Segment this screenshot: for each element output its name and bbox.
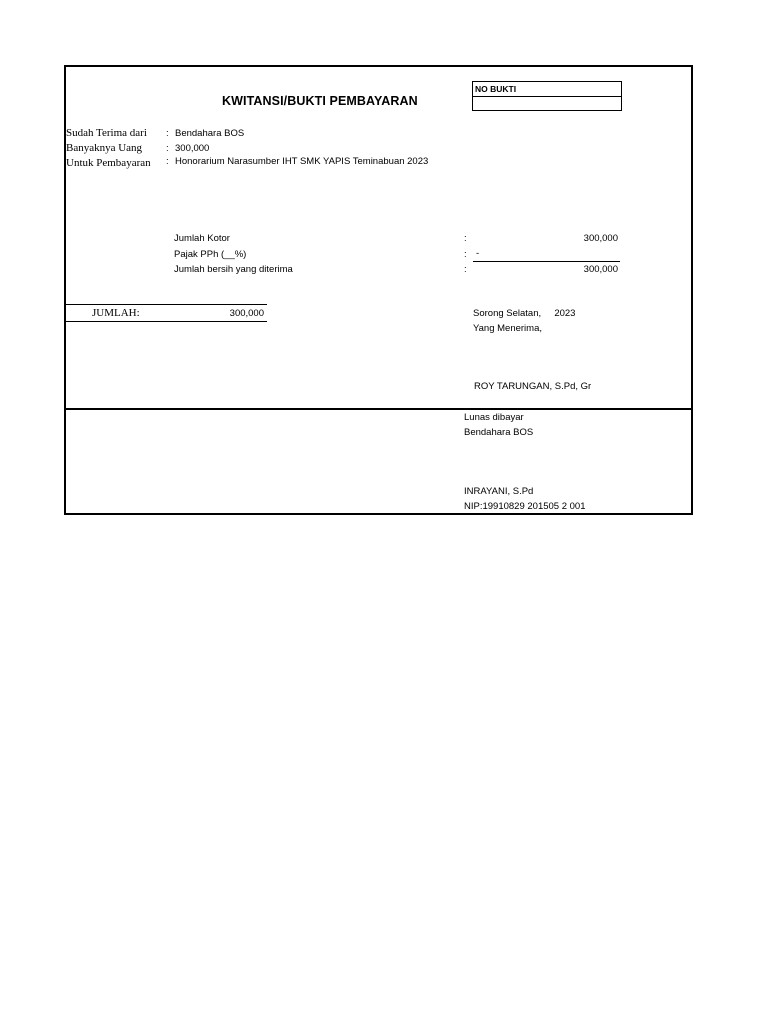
receiver-name: ROY TARUNGAN, S.Pd, Gr (474, 381, 592, 392)
jumlah-top-line (66, 304, 267, 305)
treasurer-nip: NIP:19910829 201505 2 001 (464, 501, 586, 512)
receipt-title: KWITANSI/BUKTI PEMBAYARAN (222, 94, 418, 108)
calc-colon: : (464, 233, 467, 244)
no-bukti-box (472, 81, 622, 111)
calc-underline (473, 261, 620, 262)
calc-colon: : (464, 249, 467, 260)
calc-label-net: Jumlah bersih yang diterima (174, 264, 293, 275)
field-value-amount: 300,000 (175, 143, 210, 154)
calc-value-tax: - (476, 248, 480, 259)
calc-label-tax: Pajak PPh (__%) (174, 249, 247, 260)
field-label-amount: Banyaknya Uang (66, 142, 143, 154)
no-bukti-value (473, 97, 621, 110)
field-label-payment-for: Untuk Pembayaran (66, 157, 151, 169)
field-colon: : (166, 156, 169, 167)
paid-label: Lunas dibayar (464, 412, 524, 423)
place-date: Sorong Selatan, 2023 (473, 308, 576, 319)
receiver-label: Yang Menerima, (473, 323, 542, 334)
treasurer-name: INRAYANI, S.Pd (464, 486, 534, 497)
field-colon: : (166, 143, 169, 154)
calc-colon: : (464, 264, 467, 275)
jumlah-value: 300,000 (229, 308, 264, 319)
field-colon: : (166, 128, 169, 139)
jumlah-bottom-line (66, 321, 267, 322)
calc-label-gross: Jumlah Kotor (174, 233, 230, 244)
jumlah-label: JUMLAH: (92, 307, 140, 319)
no-bukti-label: NO BUKTI (473, 82, 621, 97)
field-label-received-from: Sudah Terima dari (66, 127, 147, 139)
section-divider (66, 408, 691, 410)
field-value-received-from: Bendahara BOS (175, 128, 245, 139)
treasurer-label: Bendahara BOS (464, 427, 534, 438)
calc-value-gross: 300,000 (583, 233, 618, 244)
calc-value-net: 300,000 (583, 264, 618, 275)
field-value-payment-for: Honorarium Narasumber IHT SMK YAPIS Teminabuan 2023 (175, 156, 429, 167)
receipt-form (64, 65, 693, 515)
